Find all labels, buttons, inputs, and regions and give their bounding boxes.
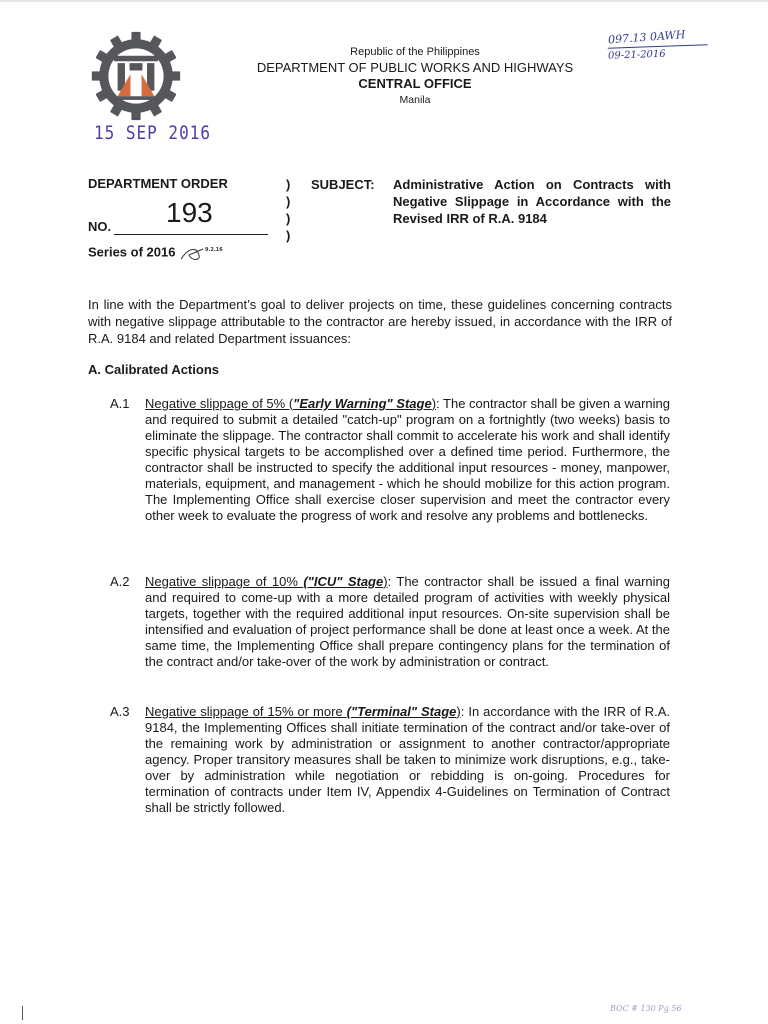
item-lead-end: )	[383, 574, 388, 589]
subject-label: SUBJECT:	[311, 177, 375, 192]
item-body: : The contractor shall be given a warning and required to submit a detailed "catch-up" program on a fortnightly (two weeks) basis to eliminate the slippage. The contractor shall commit to accelerate his work and shall identify specific physical targets to be accomplished over a defined time period. Furthermore, the contractor shall be instructed to specify the additional input resources - money, manpower, materials, equipment, and management - which he should mobilize for this action program. The Implementing Office shall exercise closer supervision and meet the contractor every other week to evaluate the progress of work and resolve any problems and bottlenecks.	[145, 396, 670, 523]
number-underline	[114, 234, 268, 235]
item-stage: ("Terminal" Stage	[346, 704, 457, 719]
subject-text: Administrative Action on Contracts with Negative Slippage in Accordance with the Revised IRR of R.A. 9184	[393, 177, 671, 226]
item-text	[145, 574, 670, 670]
item-text	[145, 396, 670, 524]
city-line: Manila	[399, 94, 431, 106]
date-stamp: 15 SEP 2016	[94, 121, 211, 144]
item-lead: Negative slippage of 5% (	[145, 396, 294, 411]
order-number: 193	[166, 197, 213, 228]
order-no-label: NO.	[88, 219, 112, 234]
received-date: 09-21-2016	[608, 44, 708, 63]
department-line: DEPARTMENT OF PUBLIC WORKS AND HIGHWAYS	[256, 60, 574, 75]
page-footnote: BOC # 130 Pg 56	[610, 1004, 682, 1013]
order-number-line	[88, 197, 288, 235]
series-text: Series of 2016	[88, 244, 176, 260]
item-number: A.2	[110, 574, 130, 589]
scan-mark	[22, 1006, 23, 1020]
dpwh-seal-icon	[90, 30, 182, 122]
section-heading-a: A. Calibrated Actions	[88, 362, 219, 377]
republic-line: Republic of the Philippines	[350, 46, 480, 58]
order-series	[88, 243, 288, 263]
item-body: : In accordance with the IRR of R.A. 9184, the Implementing Offices shall initiate termination of the contract and/or take-over of the remaining work by administration or assignment to another contractor/appropriate agency. Proper transitory measures shall be taken to minimize work disruptions, e.g., take-over by administration while negotiation or rebidding is on-going. Procedures for termination of contracts under Item IV, Appendix 4-Guidelines on Termination of Contract shall be strictly followed.	[145, 704, 670, 815]
parentheses-column: ) ) ) )	[286, 177, 291, 243]
order-label: DEPARTMENT ORDER	[88, 176, 228, 191]
item-lead-end: )	[431, 396, 437, 411]
order-block	[88, 176, 291, 263]
office-line: CENTRAL OFFICE	[358, 76, 472, 91]
item-lead: Negative slippage of 15% or more	[145, 704, 347, 719]
item-stage: "Early Warning" Stage	[293, 396, 432, 411]
received-annotation	[608, 30, 708, 62]
item-stage: ("ICU" Stage	[303, 574, 384, 589]
initials-signature-icon	[179, 243, 223, 263]
initials-text: 9.2.16	[205, 247, 223, 253]
item-number: A.3	[110, 704, 130, 719]
received-code: 097.13 0AWH	[607, 28, 686, 47]
intro-paragraph: In line with the Department’s goal to deliver projects on time, these guidelines concerning contracts with negative slippage attributable to the contractor are hereby issued, in accordance with the IRR of R.A. 9184 and related Department issuances:	[88, 297, 672, 346]
item-number: A.1	[110, 396, 130, 411]
letterhead	[230, 44, 600, 108]
scan-edge	[0, 0, 768, 2]
item-body: : The contractor shall be issued a final warning and required to come-up with a more detailed program of activities with weekly physical targets, together with the required additional input resources. On-site supervision shall be intensified and evaluation of project performance shall be done at least once a week. At the same time, the Implementing Office shall prepare contingency plans for the termination of the contract and/or take-over of the work by administration or contract.	[145, 574, 671, 669]
item-lead: Negative slippage of 10%	[145, 574, 304, 589]
item-text	[145, 704, 670, 816]
item-lead-end: )	[456, 704, 461, 719]
